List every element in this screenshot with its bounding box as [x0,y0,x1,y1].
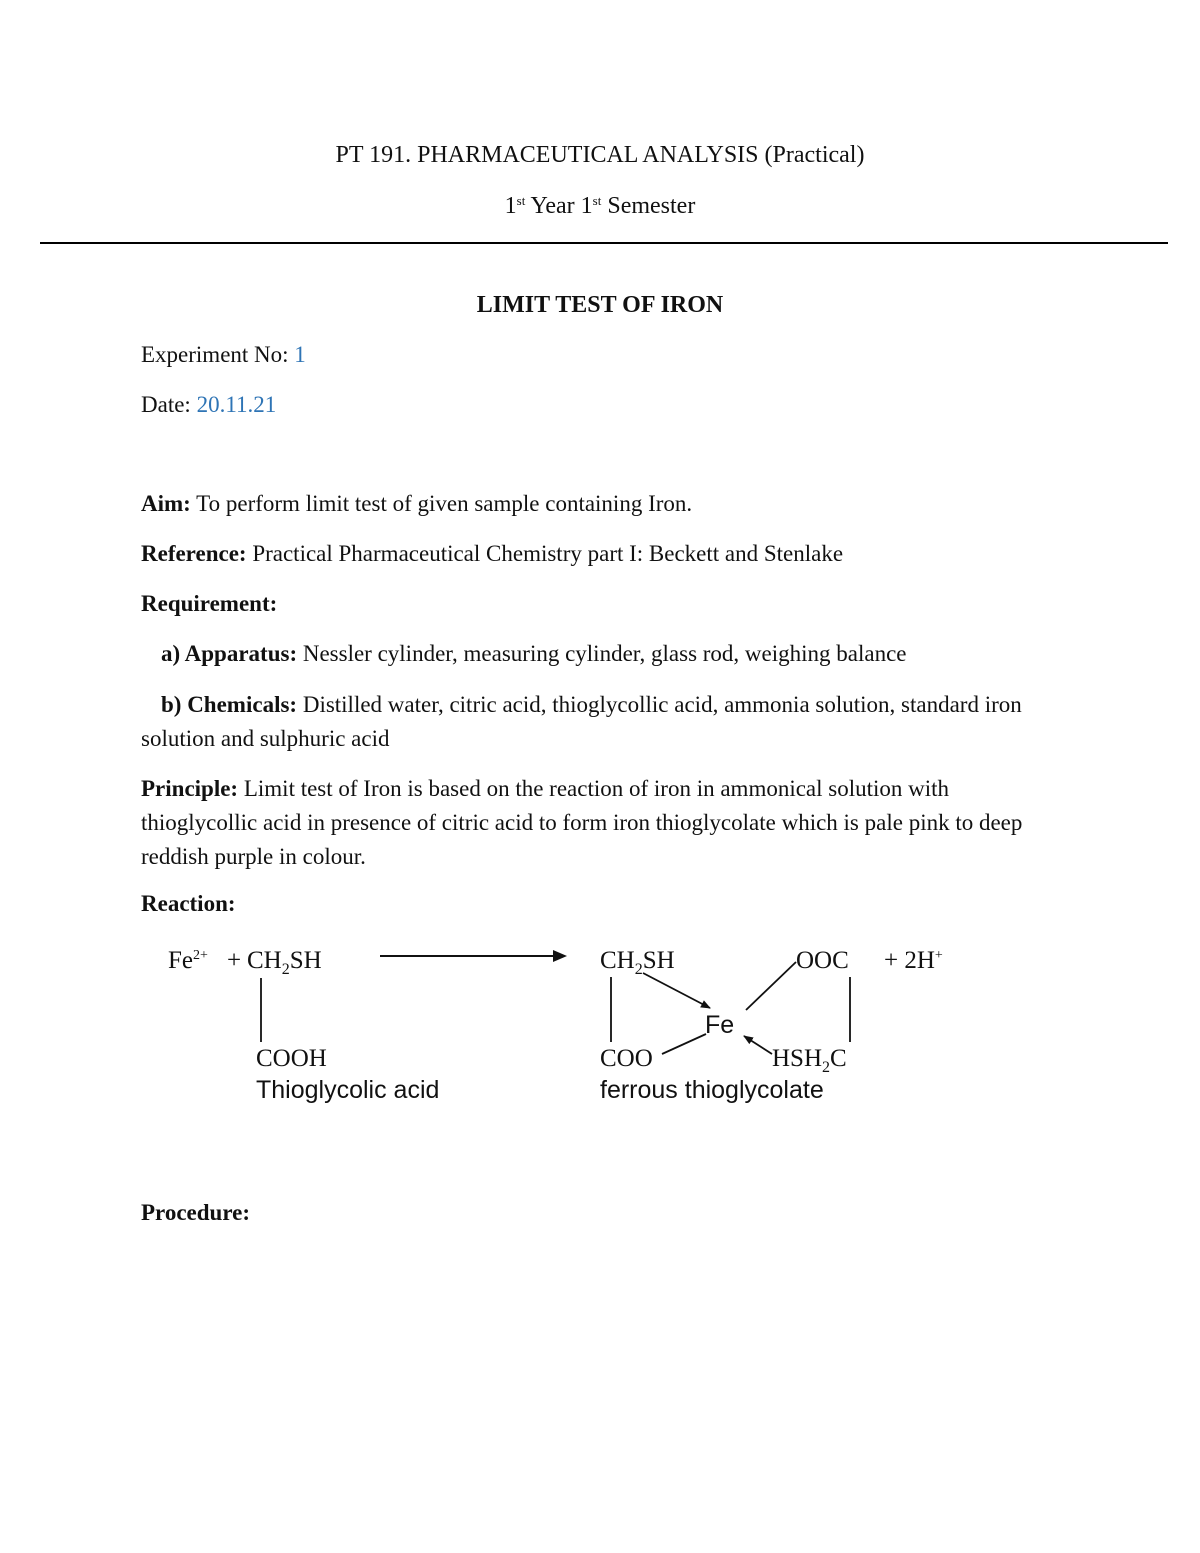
reactant-name: Thioglycolic acid [256,1076,440,1104]
coordinate-bond-arrow-top [643,973,710,1008]
apparatus-text: Nessler cylinder, measuring cylinder, glass rod, weighing balance [302,641,907,666]
product-ooc: OOC [796,947,849,974]
document-title: LIMIT TEST OF IRON [476,292,724,318]
requirement-label: Requirement: [141,591,278,616]
date-value: 20.11.21 [196,392,277,417]
reactant-ch2sh: $CH_2SH$ [247,947,322,978]
product-name: ferrous thioglycolate [600,1076,824,1104]
apparatus-label: a) Apparatus: [161,641,298,666]
product-ch2sh: $CH_2SH$ [600,947,675,978]
reference-text: Practical Pharmaceutical Chemistry part I: Beckett and Stenlake [252,541,844,566]
product-coo: COO [600,1045,653,1072]
semester-word: Semester [607,193,696,219]
semester-number: 1 [580,193,593,219]
aim-label: Aim: [141,491,191,516]
reactant-fe-ion: $Fe^{2+}$ [168,947,208,974]
year-word: Year [530,193,575,219]
experiment-label: Experiment No: [141,342,289,367]
reaction-arrowhead [553,950,567,962]
chemicals-label: b) Chemicals: [161,692,298,717]
product-fe-center: Fe [705,1011,735,1039]
product-hsh2c: $HSH_2C$ [772,1045,847,1076]
aim-text: To perform limit test of given sample containing Iron. [196,491,693,516]
ooc-fe-bond [746,962,796,1010]
principle-text: Limit test of Iron is based on the reaction of iron in ammonical solution with thioglycollic acid in presence of citric acid to form iron thioglycolate which is pale pink to deep reddish purple in colour. [141,776,1023,869]
coo-fe-bond [662,1034,706,1054]
reference-label: Reference: [141,541,247,566]
product-hydrogen-ions: + 2H+ [884,947,943,974]
chemicals-text: Distilled water, citric acid, thioglycollic acid, ammonia solution, standard iron solution and sulphuric acid [141,692,1022,751]
reactant-cooh: COOH [256,1045,327,1072]
date-label: Date: [141,392,191,417]
semester-superscript: st [592,193,602,208]
coordinate-bond-arrow-bottom [744,1036,772,1054]
year-number: 1 [504,193,517,219]
year-superscript: st [516,193,526,208]
reactant-plus-sign: + [227,947,242,974]
principle-label: Principle: [141,776,239,801]
procedure-label: Procedure: [141,1200,251,1225]
course-title: PT 191. PHARMACEUTICAL ANALYSIS (Practical) [335,142,865,168]
experiment-number: 1 [294,342,306,367]
reaction-label: Reaction: [141,891,236,916]
